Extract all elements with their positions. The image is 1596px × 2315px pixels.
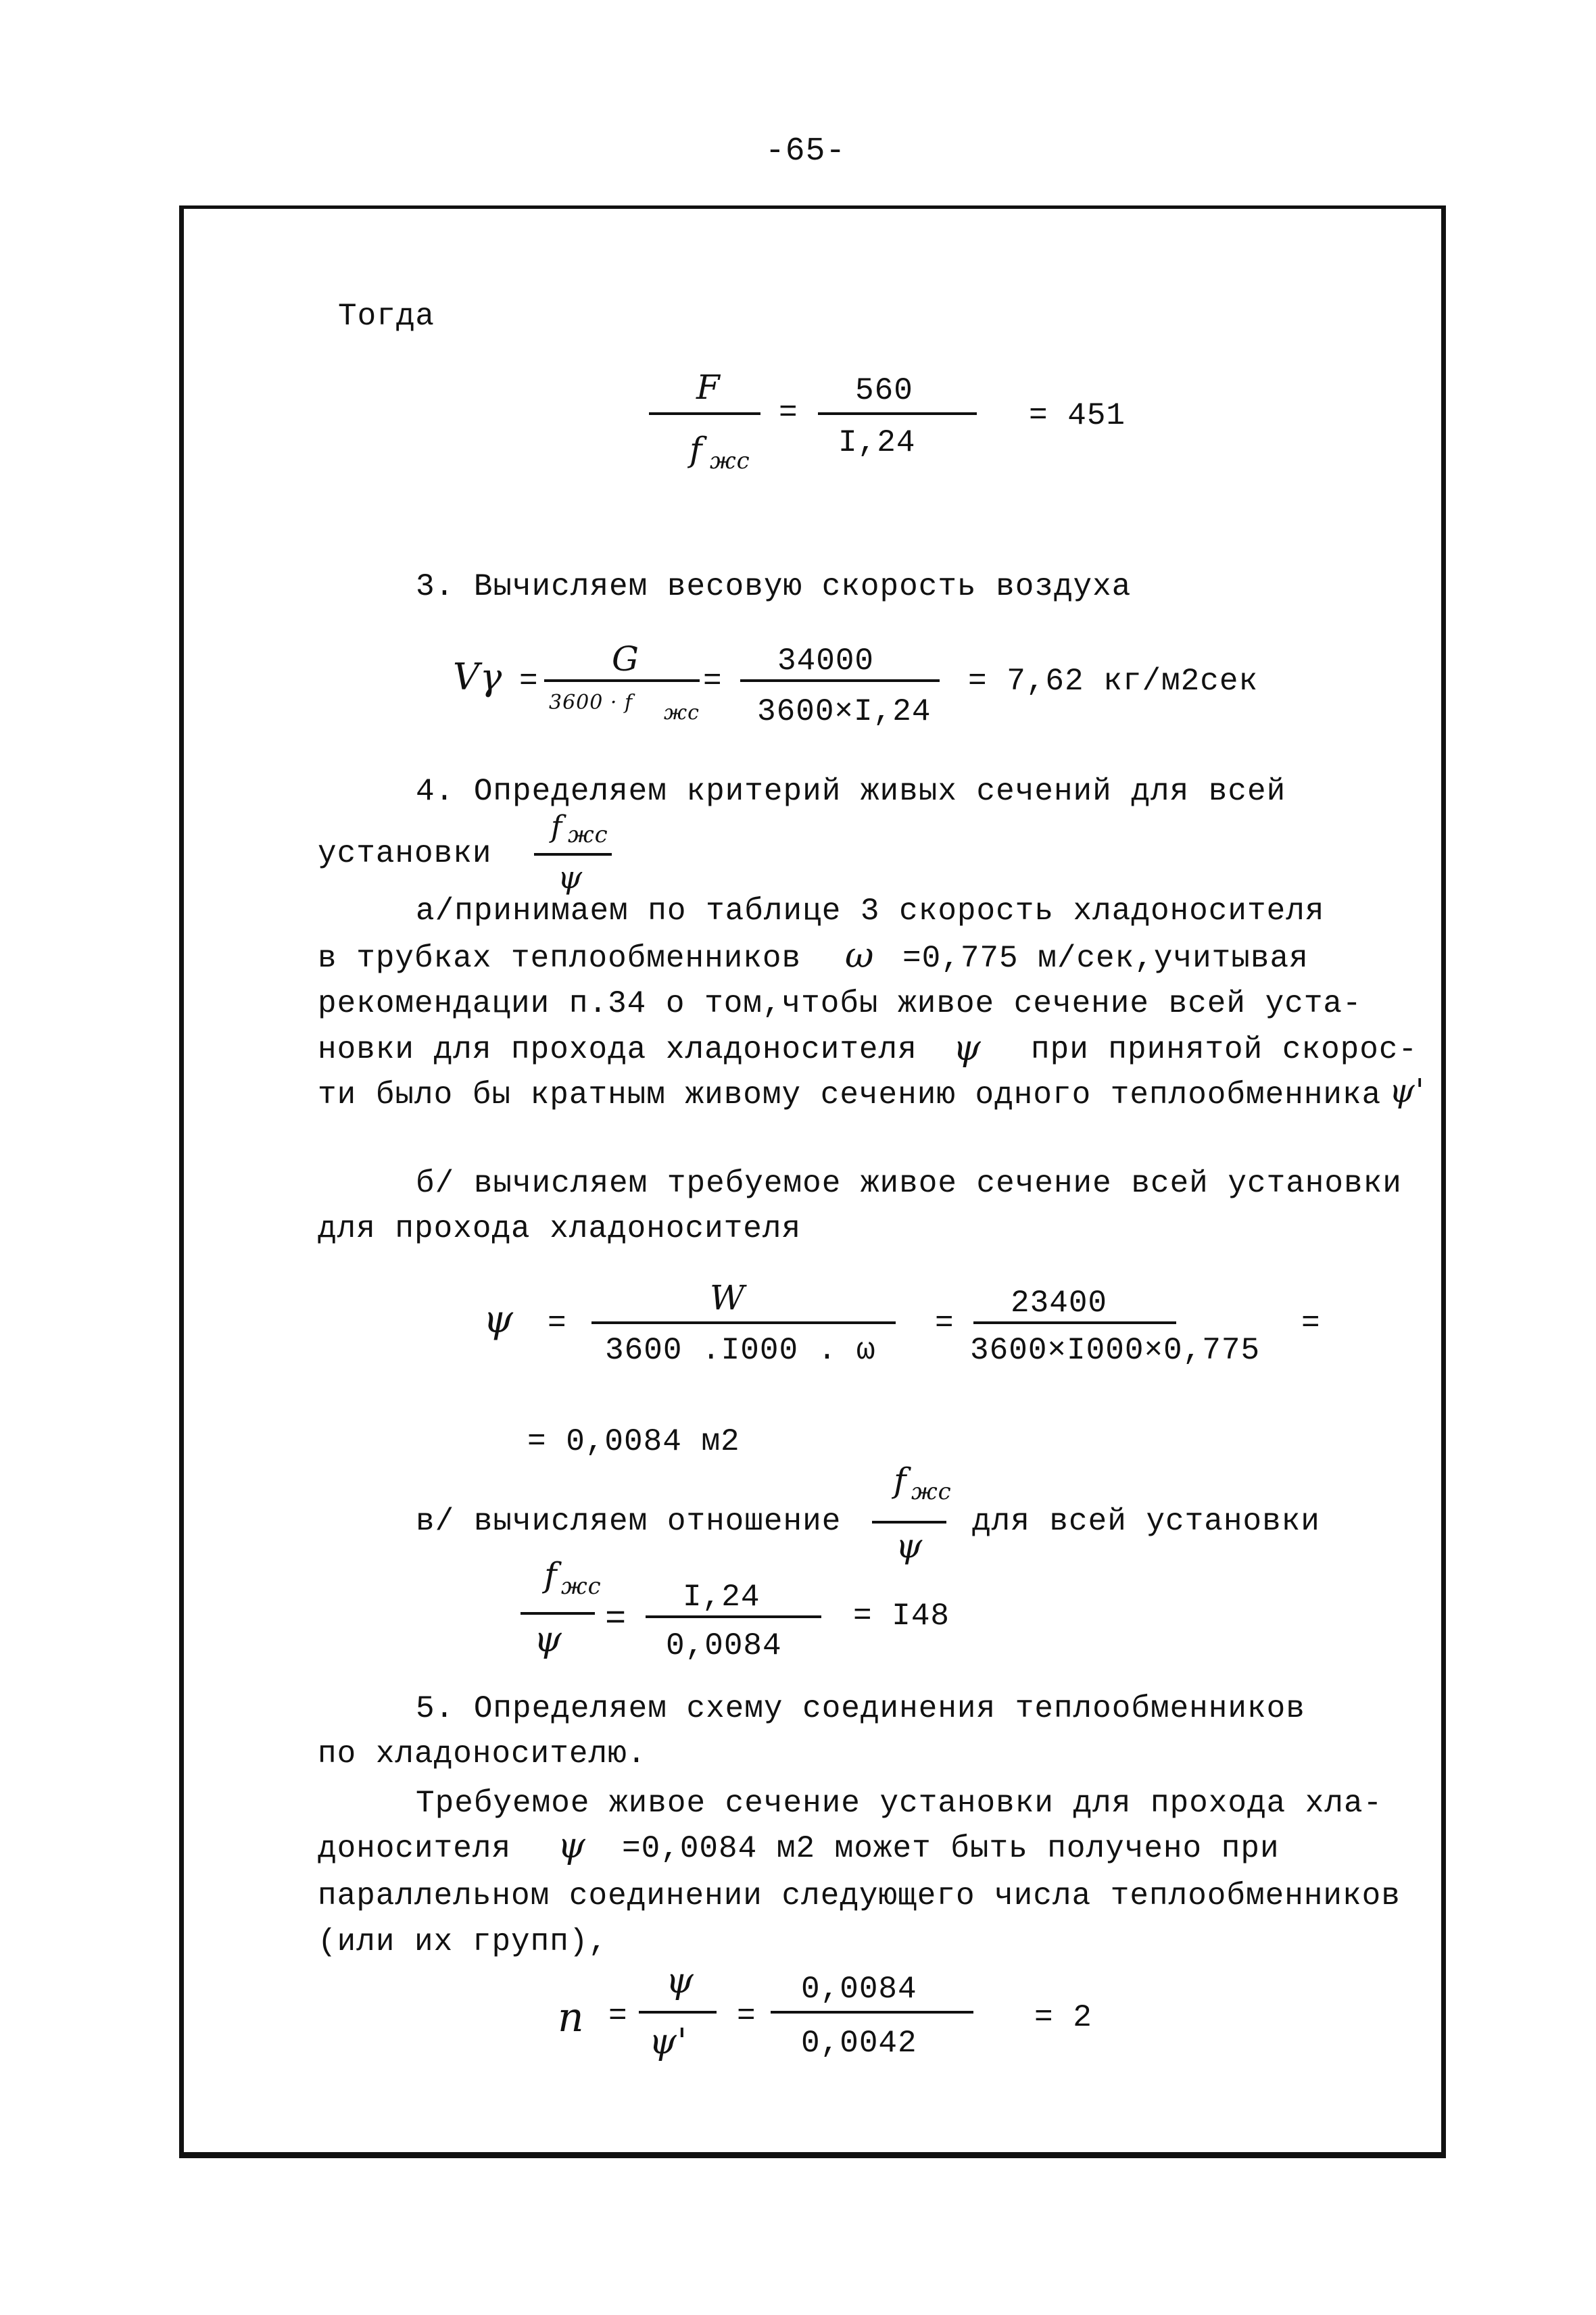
eq4-bar-1	[521, 1612, 595, 1615]
item-3-heading: 3. Вычисляем весовую скорость воздуха	[416, 569, 1132, 604]
para-a-line-4-tail: при принятой скорос-	[1031, 1032, 1418, 1067]
eq3-den-var: 3600 .I000 . ω	[605, 1333, 876, 1368]
eq4-den-var: ψ	[534, 1619, 562, 1660]
para-req-line-3: параллельном соединении следующего числа теплообменников	[318, 1878, 1401, 1914]
para-a-line-4: новки для прохода хладоносителя	[318, 1032, 917, 1067]
para-a-omega-value: =0,775 м/сек,учитывая	[902, 941, 1309, 976]
eq5-eq-sign-2: =	[737, 1999, 756, 2034]
para-b-line-2: для прохода хладоносителя	[318, 1211, 802, 1246]
item-4-line-1: 4. Определяем критерий живых сечений для всей	[416, 774, 1286, 809]
eq1-den-var: f	[690, 430, 703, 469]
eq3-result: = 0,0084 м2	[527, 1424, 740, 1459]
para-req-line-1: Требуемое живое сечение установки для прохода хла-	[416, 1786, 1383, 1821]
eq5-den-var: ψ'	[649, 2022, 688, 2062]
para-v-start: в/ вычисляем отношение	[416, 1504, 842, 1539]
para-v-frac-num: f	[894, 1461, 907, 1500]
eq3-bar-1	[591, 1321, 896, 1324]
eq1-num-val: 560	[855, 373, 913, 408]
eq4-bar-2	[646, 1615, 821, 1618]
omega-symbol: ω	[845, 935, 875, 976]
eq1-den-val: I,24	[838, 425, 916, 460]
eq3-eq-sign-2: =	[935, 1306, 954, 1341]
eq3-num-var: W	[710, 1278, 746, 1317]
eq3-eq-sign-3: =	[1301, 1306, 1321, 1341]
eq2-bar-1	[544, 679, 700, 682]
para-v-frac-bar	[872, 1521, 946, 1524]
item-4-line-2: установки	[318, 836, 492, 871]
eq2-eq-sign: =	[519, 664, 539, 699]
para-a-line-1: а/принимаем по таблице 3 скорость хладоносителя	[416, 894, 1325, 929]
para-a-line-5: ти было бы кратным живому сечению одного теплообменника	[318, 1077, 1382, 1113]
eq4-result: = I48	[853, 1599, 950, 1634]
eq3-eq-sign: =	[548, 1306, 567, 1341]
eq5-result: = 2	[1034, 2000, 1092, 2035]
eq3-num-val: 23400	[1011, 1286, 1108, 1321]
item4-frac-den: ψ	[558, 859, 583, 896]
eq5-bar-1	[639, 2011, 717, 2014]
eq2-den-sub: жс	[664, 701, 700, 725]
eq1-result: = 451	[1029, 398, 1126, 433]
eq3-den-val: 3600×I000×0,775	[970, 1333, 1261, 1368]
psi-symbol: ψ	[953, 1028, 982, 1069]
item-5-line-1: 5. Определяем схему соединения теплообменников	[416, 1691, 1305, 1726]
eq2-num-val: 34000	[777, 643, 875, 679]
eq2-lhs: Vγ	[453, 656, 503, 698]
eq3-lhs: ψ	[483, 1298, 514, 1342]
page-number: -65-	[765, 133, 846, 170]
para-b-line-1: б/ вычисляем требуемое живое сечение всей установки	[416, 1166, 1402, 1201]
eq1-bar-2	[818, 412, 977, 415]
para-a-line-2: в трубках теплообменников	[318, 941, 802, 976]
para-v-frac-num-sub: жс	[911, 1478, 952, 1505]
eq1-eq-sign: =	[779, 395, 798, 431]
para-req-psi: ψ	[558, 1826, 586, 1866]
eq5-eq-sign: =	[608, 1999, 628, 2034]
eq5-lhs: n	[558, 1994, 585, 2041]
item4-frac-bar	[534, 853, 612, 856]
para-req-line-2: доносителя	[318, 1831, 512, 1866]
eq5-bar-2	[771, 2011, 973, 2014]
para-v-end: для всей установки	[972, 1504, 1320, 1539]
eq5-num-var: ψ	[666, 1961, 694, 2001]
togda-label: Тогда	[338, 299, 435, 334]
eq2-result: = 7,62 кг/м2сек	[968, 664, 1259, 699]
para-a-line-3: рекомендации п.34 о том,чтобы живое сечение всей уста-	[318, 986, 1362, 1021]
eq2-den-var: 3600 · f	[549, 691, 633, 714]
eq2-num-var: G	[612, 639, 639, 679]
eq1-num-var: F	[696, 368, 721, 407]
eq2-bar-2	[740, 679, 940, 682]
item4-frac-num: f	[551, 810, 563, 844]
eq4-den-val: 0,0084	[666, 1628, 782, 1663]
eq3-bar-2	[973, 1321, 1176, 1324]
eq4-eq-sign: =	[605, 1599, 627, 1639]
para-v-frac-den: ψ	[896, 1526, 923, 1565]
item-5-line-2: по хладоносителю.	[318, 1736, 647, 1772]
eq4-num-sub: жс	[561, 1573, 602, 1600]
eq1-bar-1	[649, 412, 760, 415]
para-req-line-4: (или их групп),	[318, 1924, 608, 1959]
eq4-num-var: f	[544, 1555, 558, 1594]
item4-frac-num-sub: жс	[568, 821, 608, 848]
eq2-eq-sign-2: =	[703, 664, 723, 699]
psi-prime-symbol: ψ'	[1389, 1072, 1425, 1110]
eq2-den-val: 3600×I,24	[757, 694, 932, 729]
eq5-num-val: 0,0084	[801, 1972, 917, 2007]
eq1-den-sub: жс	[710, 447, 750, 474]
para-req-line-2-tail: =0,0084 м2 может быть получено при	[622, 1831, 1280, 1866]
eq5-den-val: 0,0042	[801, 2026, 917, 2061]
eq4-num-val: I,24	[683, 1580, 760, 1615]
